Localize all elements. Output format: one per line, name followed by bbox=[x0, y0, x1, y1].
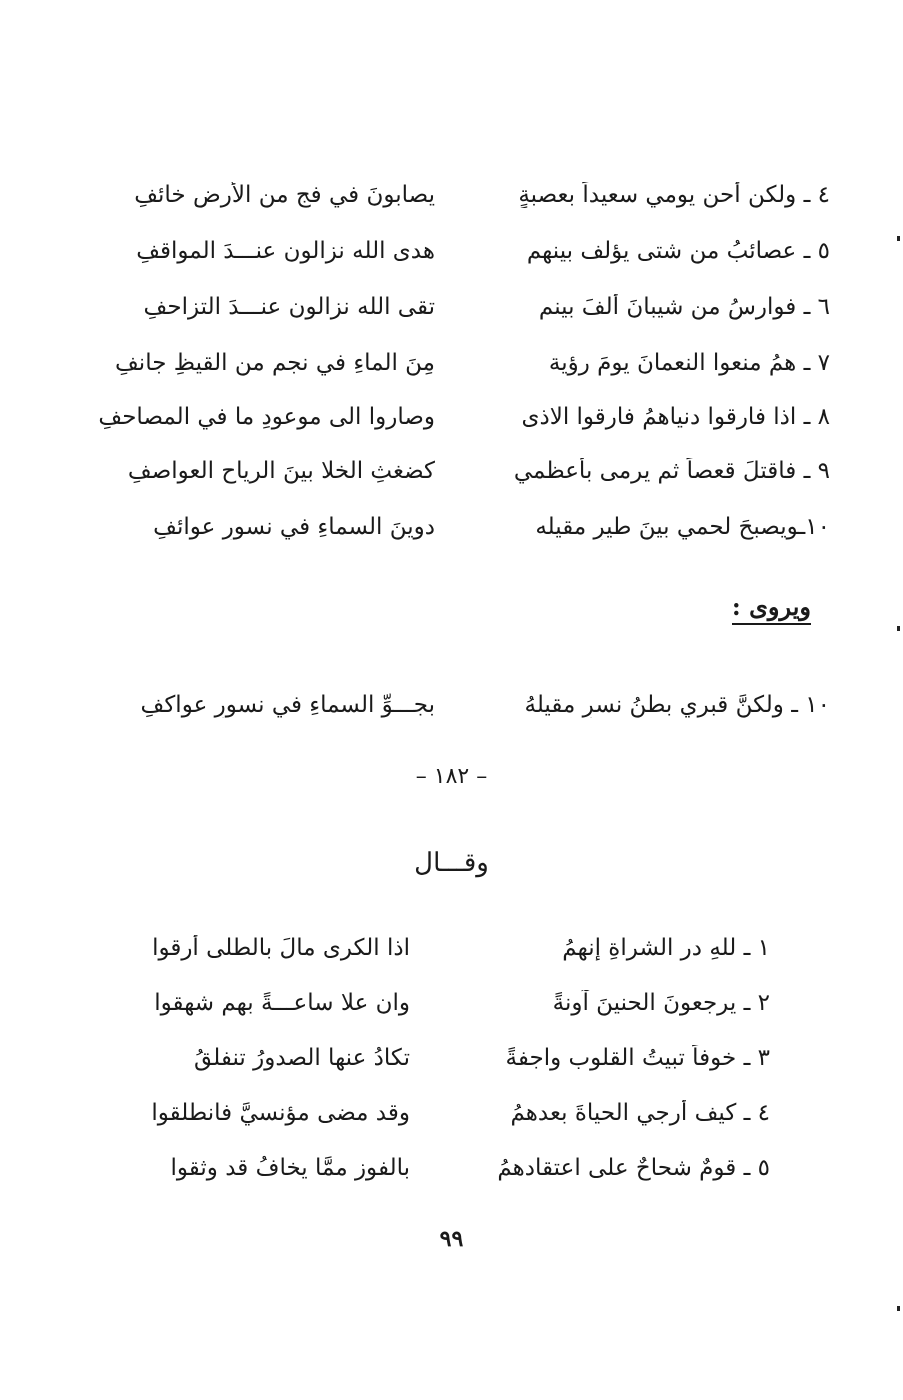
verse-first-hemistich: ٥ ـ عصائبُ من شتى يؤلف بينهم bbox=[526, 238, 830, 264]
verse-second-hemistich: بجـــوِّ السماءِ في نسورٍ عواكفِ bbox=[140, 692, 435, 718]
verse-first-hemistich: ١٠ـويصبحَ لحمي بينَ طيرٍ مقيله bbox=[535, 514, 830, 540]
verse-row bbox=[110, 977, 770, 1029]
verse-second-hemistich: تقى الله نزالون عنـــدَ التزاحفِ bbox=[143, 294, 435, 320]
verse-second-hemistich: تكادُ عنها الصدورُ تنفلقُ bbox=[194, 1045, 410, 1071]
verse-first-hemistich: ٨ ـ اذا فارقوا دنياهمُ فارقوا الاذى bbox=[521, 404, 830, 430]
verse-second-hemistich: وقد مضى مؤنسيَّ فانطلقوا bbox=[151, 1100, 410, 1126]
verse-first-hemistich: ٩ ـ فاقتلَ قعصاً ثم يرمى بأعظمي bbox=[513, 458, 830, 484]
verse-row bbox=[70, 170, 830, 220]
verse-first-hemistich: ١ ـ للهِ در الشراةِ إنهمُ bbox=[562, 935, 770, 961]
verse-second-hemistich: كضغثِ الخلا بينَ الرياحِ العواصفِ bbox=[127, 458, 435, 484]
verse-first-hemistich: ٥ ـ قومٌ شحاحٌ على اعتقادهمُ bbox=[497, 1155, 770, 1181]
verse-second-hemistich: يصابونَ في فج من الأرض خائفِ bbox=[134, 182, 435, 208]
verse-second-hemistich: وصاروا الى موعودِ ما في المصاحفِ bbox=[98, 404, 435, 430]
poem-number: – ١٨٢ – bbox=[415, 764, 488, 789]
verse-second-hemistich: دوينَ السماءِ في نسورٍ عوائفِ bbox=[153, 514, 435, 540]
verse-second-hemistich: مِنَ الماءِ في نجم من القيظِ جانفِ bbox=[114, 350, 435, 376]
verse-row bbox=[70, 392, 830, 442]
verse-row bbox=[70, 338, 830, 388]
verse-row bbox=[70, 226, 830, 276]
verse-row bbox=[70, 502, 830, 552]
narration-label: ويروى : bbox=[732, 592, 811, 625]
scan-edge-mark bbox=[897, 1306, 900, 1311]
verse-first-hemistich: ٤ ـ كيف أرجي الحياةَ بعدهمُ bbox=[510, 1100, 770, 1126]
verse-row bbox=[110, 1142, 770, 1194]
verse-first-hemistich: ٧ ـ همُ منعوا النعمانَ يومَ رؤية bbox=[548, 350, 830, 376]
verse-second-hemistich: وان علا ساعـــةً بهم شهقوا bbox=[154, 990, 410, 1016]
verse-first-hemistich: ٤ ـ ولكن أحن يومي سعيداً بعصبةٍ bbox=[518, 182, 830, 208]
scan-edge-mark bbox=[897, 236, 900, 241]
verse-first-hemistich: ١٠ ـ ولكنَّ قبري بطنُ نسرٍ مقيلهُ bbox=[524, 692, 830, 718]
scan-edge-mark bbox=[897, 626, 900, 631]
verse-first-hemistich: ٢ ـ يرجعونَ الحنينَ آونةً bbox=[552, 990, 770, 1016]
verse-first-hemistich: ٦ ـ فوارسُ من شيبانَ ألفَ بينم bbox=[538, 294, 830, 320]
verse-row bbox=[110, 1087, 770, 1139]
verse-row bbox=[110, 1032, 770, 1084]
alternate-verse-row bbox=[70, 680, 830, 730]
verse-second-hemistich: بالفوزِ ممَّا يخافُ قد وثقوا bbox=[170, 1155, 410, 1181]
verse-row bbox=[110, 922, 770, 974]
poem-heading: وقـــال bbox=[414, 848, 489, 878]
verse-second-hemistich: اذا الكرى مالَ بالطلى أرقوا bbox=[152, 935, 410, 961]
verse-row bbox=[70, 282, 830, 332]
page-number: ٩٩ bbox=[439, 1226, 464, 1252]
verse-second-hemistich: هدى الله نزالون عنـــدَ المواقفِ bbox=[136, 238, 435, 264]
verse-row bbox=[70, 446, 830, 496]
narration-note bbox=[732, 592, 811, 621]
verse-first-hemistich: ٣ ـ خوفاً تبيتُ القلوب واجفةً bbox=[505, 1045, 770, 1071]
